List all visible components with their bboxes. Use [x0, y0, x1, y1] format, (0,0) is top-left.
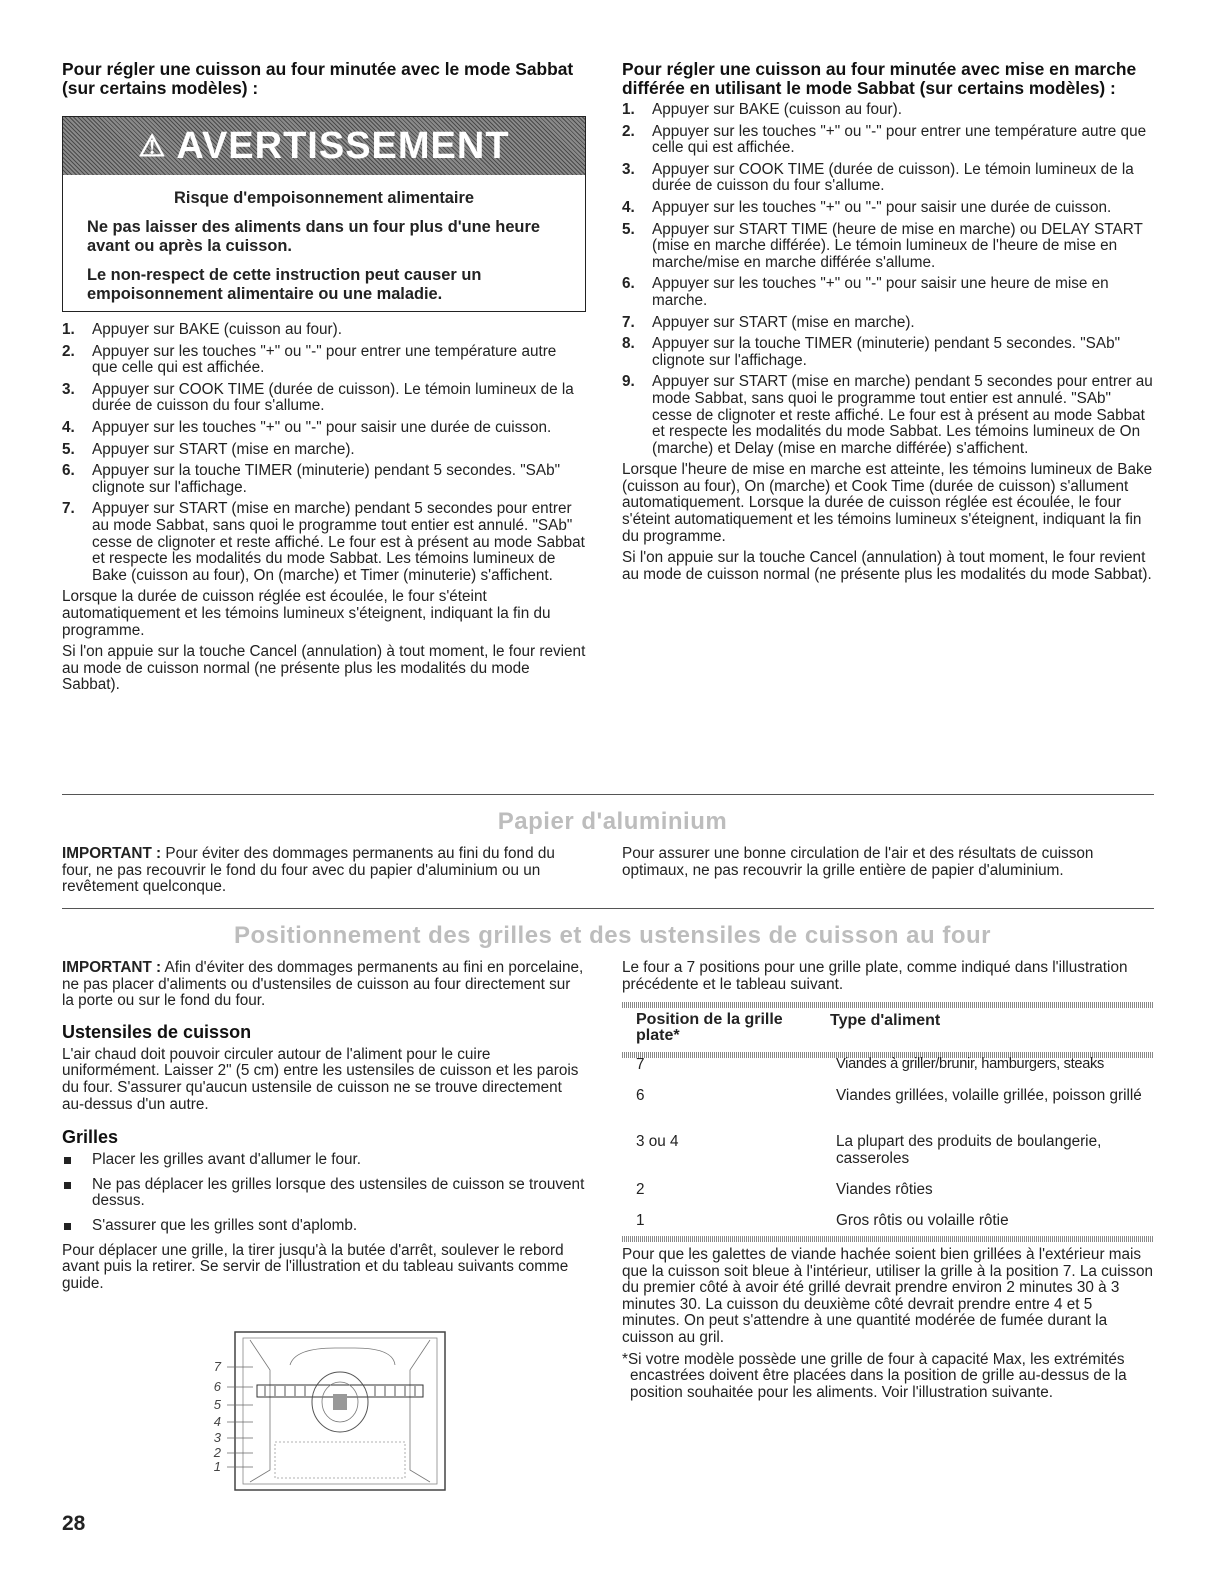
page-number: 28 [62, 1512, 86, 1535]
divider [62, 908, 1154, 909]
step-number: 3. [62, 380, 75, 398]
grilles-bullets [62, 1152, 586, 1234]
warning-title: Risque d'empoisonnement alimentaire [174, 189, 474, 207]
step-number: 4. [62, 418, 75, 436]
racks-section-title: Positionnement des grilles et des ustensiles de cuisson au four [233, 922, 992, 949]
left-step [62, 442, 586, 459]
left-step [62, 501, 586, 584]
step-text: Appuyer sur les touches "+" ou "-" pour entrer une température autre que celle qui est affichée. [92, 342, 557, 377]
table-cell-food: Gros rôtis ou volaille rôtie [836, 1212, 1009, 1229]
foil-important [62, 846, 586, 896]
step-text: Appuyer sur COOK TIME (durée de cuisson). Le témoin lumineux de la durée de cuisson du four s'allume. [652, 160, 1134, 195]
bullet-item: Placer les grilles avant d'allumer le four. [62, 1152, 586, 1169]
left-paragraph-1: Lorsque la durée de cuisson réglée est écoulée, le four s'éteint automatiquement et les témoins lumineux s'éteignent, indiquant la fin du programme. [62, 588, 551, 639]
right-step [622, 222, 1154, 272]
step-number: 4. [622, 198, 635, 216]
divider [62, 794, 1154, 795]
foil-left [62, 846, 586, 901]
left-paragraph-2: Si l'on appuie sur la touche Cancel (annulation) à tout moment, le four revient au mode de cuisson normal (ne présente plus les modalités du mode Sabbat). [62, 643, 586, 694]
warning-text-2: Le non-respect de cette instruction peut causer un empoisonnement alimentaire ou une maladie. [87, 266, 482, 303]
rack-label: 4 [213, 1414, 221, 1429]
left-steps-block [62, 322, 586, 699]
step-text: Appuyer sur START TIME (heure de mise en marche) ou DELAY START (mise en marche différée). Le témoin lumineux de l'heure de mise en marche/mise en marche différée s'allume. [652, 220, 1143, 271]
step-text: Appuyer sur les touches "+" ou "-" pour saisir une durée de cuisson. [652, 198, 1112, 216]
broil-text: Pour que les galettes de viande hachée soient bien grillées à l'extérieur mais que la cuisson soit bleue à l'intérieur, utiliser la grille à la position 7. La cuisson du premier côté à avoir été grillé devrait prendre environ 2 minutes 30 à 3 minutes 30. La cuisson du deuxième côté devrait prendre entre 4 et 5 minutes. On peut s'attendre à une quantité modérée de fumée durant la cuisson au gril. [622, 1246, 1153, 1346]
step-number: 7. [62, 500, 75, 518]
right-step [622, 374, 1154, 457]
racks-important-text: Afin d'éviter des dommages permanents au fini en porcelaine, ne pas placer d'aliments ou d'ustensiles de cuisson au four directement sur la porte ou sur le fond du four. [62, 959, 584, 1010]
step-text: Appuyer sur BAKE (cuisson au four). [92, 321, 342, 338]
table-cell-position: 1 [636, 1212, 645, 1229]
rack-label: 7 [213, 1359, 221, 1374]
warning-box [62, 116, 586, 312]
right-step [622, 124, 1154, 157]
step-text: Appuyer sur les touches "+" ou "-" pour saisir une durée de cuisson. [92, 418, 552, 436]
oven-rack-diagram [195, 1330, 455, 1495]
step-text: Appuyer sur les touches "+" ou "-" pour saisir une heure de mise en marche. [652, 275, 1109, 309]
right-step [622, 102, 1154, 119]
left-heading: Pour régler une cuisson au four minutée avec le mode Sabbat (sur certains modèles) : [62, 59, 574, 98]
step-text: Appuyer sur START (mise en marche) pendant 5 secondes pour entrer au mode Sabbat, sans quoi le programme tout entier est annulé. "SAb" cesse de clignoter et reste affiché. Le four est à présent au mode Sabbat et respecte les modalités du mode Sabbat. Les témoins lumineux de On (marche) et Delay (mise en marche différée) s'affichent. [652, 373, 1153, 457]
step-number: 5. [622, 220, 635, 238]
rack-label: 3 [213, 1430, 221, 1445]
rack-lines [227, 1367, 253, 1467]
warning-banner-text: AVERTISSEMENT [176, 124, 510, 167]
left-step [62, 382, 586, 415]
warning-text-1: Ne pas laisser des aliments dans un four plus d'une heure avant ou après la cuisson. [87, 218, 540, 255]
step-number: 6. [622, 275, 635, 293]
step-text: Appuyer sur BAKE (cuisson au four). [652, 101, 902, 118]
step-text: Appuyer sur la touche TIMER (minuterie) pendant 5 secondes. "SAb" clignote sur l'affichage. [92, 462, 561, 496]
move-rack-text: Pour déplacer une grille, la tirer jusqu'à la butée d'arrêt, soulever le rebord avant puis la retirer. Se servir de l'illustration et du tableau suivants comme guide. [62, 1241, 569, 1292]
table-cell-food: Viandes à griller/brunir, hamburgers, steaks [836, 1056, 1105, 1072]
right-paragraph-1: Lorsque l'heure de mise en marche est atteinte, les témoins lumineux de Bake (cuisson au four), On (marche) et Cook Time (durée de cuisson) s'allument automatiquement. Lorsque la durée de cuisson réglée est écoulée, le four s'éteint automatiquement et les témoins lumineux s'éteignent, indiquant la fin du programme. [622, 461, 1153, 545]
right-step [622, 336, 1154, 369]
step-number: 7. [622, 313, 635, 331]
step-number: 6. [62, 462, 75, 480]
left-steps [62, 322, 586, 584]
step-number: 1. [622, 101, 635, 118]
warning-triangle-icon: ⚠ [138, 129, 167, 163]
step-text: Appuyer sur START (mise en marche). [92, 440, 355, 458]
racks-left [62, 960, 586, 1297]
left-step [62, 344, 586, 377]
rack-label: 6 [213, 1379, 221, 1394]
step-number: 8. [622, 335, 635, 353]
table-header-food: Type d'aliment [830, 1012, 941, 1029]
racks-important [62, 960, 586, 1010]
step-number: 2. [622, 122, 635, 140]
table-cell-position: 3 ou 4 [636, 1133, 679, 1150]
table-cell-position: 7 [636, 1056, 645, 1073]
step-text: Appuyer sur COOK TIME (durée de cuisson). Le témoin lumineux de la durée de cuisson du four s'allume. [92, 380, 574, 415]
right-section [622, 60, 1154, 588]
rack-label: 1 [213, 1459, 221, 1474]
step-text: Appuyer sur START (mise en marche). [652, 313, 915, 331]
foil-left-text: Pour éviter des dommages permanents au fini du fond du four, ne pas recouvrir le fond du four avec du papier d'aluminium ou un revêtement quelconque. [62, 845, 555, 896]
rack-label: 5 [213, 1397, 221, 1412]
rack-table-header [622, 1002, 1154, 1058]
table-bottom-rule [622, 1236, 1154, 1242]
table-cell-position: 2 [636, 1181, 645, 1198]
right-step [622, 276, 1154, 309]
right-paragraph-2: Si l'on appuie sur la touche Cancel (annulation) à tout moment, le four revient au mode de cuisson normal (ne présente plus les modalités du mode Sabbat). [622, 549, 1152, 583]
cookware-heading: Ustensiles de cuisson [62, 1021, 252, 1042]
foil-right-text: Pour assurer une bonne circulation de l'air et des résultats de cuisson optimaux, ne pas recouvrir la grille entière de papier d'aluminium. [622, 845, 1094, 879]
step-text: Appuyer sur la touche TIMER (minuterie) pendant 5 secondes. "SAb" clignote sur l'affichage. [652, 335, 1121, 369]
important-label: IMPORTANT : [62, 959, 162, 976]
foil-section-title: Papier d'aluminium [497, 808, 728, 835]
step-text: Appuyer sur START (mise en marche) pendant 5 secondes pour entrer au mode Sabbat, sans quoi le programme tout entier est annulé. "SAb" cesse de clignoter et reste affiché. Le four est à présent au mode Sabbat et respecte les modalités du mode Sabbat. Les témoins lumineux de Bake (cuisson au four), On (marche) et Timer (minuterie) s'affichent. [92, 500, 585, 584]
right-step [622, 315, 1154, 332]
table-header-position: Position de la grille plate* [636, 1011, 783, 1044]
step-text: Appuyer sur les touches "+" ou "-" pour entrer une température autre que celle qui est affichée. [652, 122, 1147, 157]
left-section [62, 60, 586, 98]
racks-right-intro [622, 960, 1154, 998]
important-label: IMPORTANT : [62, 845, 162, 862]
grilles-heading: Grilles [62, 1127, 119, 1148]
step-number: 5. [62, 440, 75, 458]
racks-intro-text: Le four a 7 positions pour une grille plate, comme indiqué dans l'illustration précédente et le tableau suivant. [622, 959, 1128, 993]
right-heading: Pour régler une cuisson au four minutée avec mise en marche différée en utilisant le mode Sabbat (sur certains modèles) : [622, 59, 1137, 98]
footnote-text: *Si votre modèle possède une grille de four à capacité Max, les extrémités encastrées doivent être placées dans la position de grille au-dessus de la position souhaitée pour les aliments. Voir l'illustration suivante. [622, 1350, 1127, 1401]
rack-label: 2 [213, 1445, 221, 1460]
foil-right [622, 846, 1154, 884]
bullet-item: Ne pas déplacer les grilles lorsque des ustensiles de cuisson se trouvent dessus. [62, 1177, 586, 1210]
step-number: 9. [622, 373, 635, 391]
left-step [62, 322, 586, 339]
left-step [62, 420, 586, 437]
left-step [62, 463, 586, 496]
table-cell-position: 6 [636, 1087, 645, 1104]
table-cell-food: Viandes grillées, volaille grillée, poisson grillé [836, 1087, 1142, 1104]
racks-right-text [622, 1247, 1154, 1406]
step-number: 3. [622, 160, 635, 178]
bullet-item: S'assurer que les grilles sont d'aplomb. [62, 1218, 586, 1235]
warning-banner [63, 117, 585, 175]
step-number: 1. [62, 321, 75, 338]
right-step [622, 200, 1154, 217]
step-number: 2. [62, 342, 75, 360]
cookware-text: L'air chaud doit pouvoir circuler autour de l'aliment pour le cuire uniformément. Laisser 2" (5 cm) entre les ustensiles de cuisson et les parois du four. S'assurer qu'aucun ustensile de cuisson ne se trouve directement au-dessus d'un autre. [62, 1045, 579, 1113]
right-steps [622, 102, 1154, 457]
right-step [622, 162, 1154, 195]
table-cell-food: Viandes rôties [836, 1181, 933, 1198]
table-cell-food: La plupart des produits de boulangerie, casseroles [836, 1133, 1102, 1167]
